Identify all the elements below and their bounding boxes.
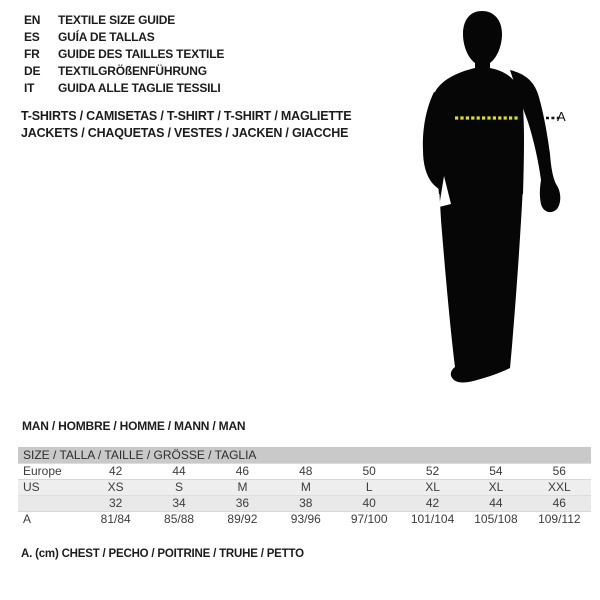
size-cell: XL xyxy=(425,480,440,494)
size-cell: 34 xyxy=(172,496,186,510)
language-code: FR xyxy=(24,47,40,61)
language-label: GUIDE DES TAILLES TEXTILE xyxy=(58,47,225,61)
row-label xyxy=(18,496,84,511)
language-code: ES xyxy=(24,30,40,44)
language-row xyxy=(24,80,224,97)
measure-label-a: A xyxy=(557,109,566,124)
size-cell: 54 xyxy=(489,464,503,478)
size-cell: XS xyxy=(107,480,124,494)
language-label: TEXTILGRÖßENFÜHRUNG xyxy=(58,64,207,78)
size-cell: 105/108 xyxy=(474,512,518,526)
size-cell: 52 xyxy=(425,464,440,478)
size-cell: 89/92 xyxy=(227,512,258,526)
category-line-jackets: JACKETS / CHAQUETAS / VESTES / JACKEN / GIACCHE xyxy=(21,126,349,140)
table-row-chest-a xyxy=(18,511,591,527)
row-label: A xyxy=(23,512,32,526)
size-cell: M xyxy=(300,480,311,494)
size-cell: S xyxy=(175,480,184,494)
size-cell: 32 xyxy=(109,496,123,510)
language-row xyxy=(24,12,224,29)
language-code: IT xyxy=(24,81,35,95)
table-row-europe xyxy=(18,463,591,479)
size-cell: M xyxy=(237,480,248,494)
size-cell: 56 xyxy=(552,464,566,478)
size-table xyxy=(18,447,591,527)
size-cell: 42 xyxy=(425,496,440,510)
row-label: US xyxy=(23,480,40,494)
language-row xyxy=(24,63,224,80)
measurement-footnote: A. (cm) CHEST / PECHO / POITRINE / TRUHE / PETTO xyxy=(21,548,304,560)
size-cell: 36 xyxy=(235,496,250,510)
language-code: DE xyxy=(24,64,41,78)
section-title-man: MAN / HOMBRE / HOMME / MANN / MAN xyxy=(22,419,246,433)
size-cell: 48 xyxy=(299,464,313,478)
size-cell: 40 xyxy=(362,496,376,510)
size-cell: 81/84 xyxy=(100,512,131,526)
size-cell: 50 xyxy=(362,464,376,478)
man-silhouette-figure xyxy=(420,8,565,398)
language-label: GUIDA ALLE TAGLIE TESSILI xyxy=(58,81,221,95)
size-cell: 93/96 xyxy=(290,512,321,526)
table-row-numeric xyxy=(18,495,591,511)
size-cell: 46 xyxy=(552,496,566,510)
language-label: GUÍA DE TALLAS xyxy=(58,30,155,44)
size-cell: 38 xyxy=(299,496,313,510)
size-cell: 101/104 xyxy=(410,512,455,526)
size-cell: 109/112 xyxy=(538,512,581,526)
size-cell: L xyxy=(365,480,373,494)
size-cell: 44 xyxy=(489,496,503,510)
row-label: Europe xyxy=(23,464,62,478)
language-row xyxy=(24,29,224,46)
table-row-us xyxy=(18,479,591,495)
size-cell: 85/88 xyxy=(164,512,195,526)
language-list xyxy=(24,12,224,97)
garment-categories xyxy=(21,108,351,142)
man-silhouette-icon xyxy=(420,8,565,398)
language-label: TEXTILE SIZE GUIDE xyxy=(58,13,176,27)
size-cell: 97/100 xyxy=(350,512,388,526)
size-table-header: SIZE / TALLA / TAILLE / GRÖSSE / TAGLIA xyxy=(18,447,591,463)
size-cell: 46 xyxy=(235,464,250,478)
language-code: EN xyxy=(24,13,41,27)
size-cell: 42 xyxy=(109,464,123,478)
size-cell: XXL xyxy=(547,480,571,494)
size-cell: XL xyxy=(488,480,504,494)
category-line-tshirts: T-SHIRTS / CAMISETAS / T-SHIRT / T-SHIRT / MAGLIETTE xyxy=(21,109,352,123)
language-row xyxy=(24,46,224,63)
size-cell: 44 xyxy=(172,464,186,478)
